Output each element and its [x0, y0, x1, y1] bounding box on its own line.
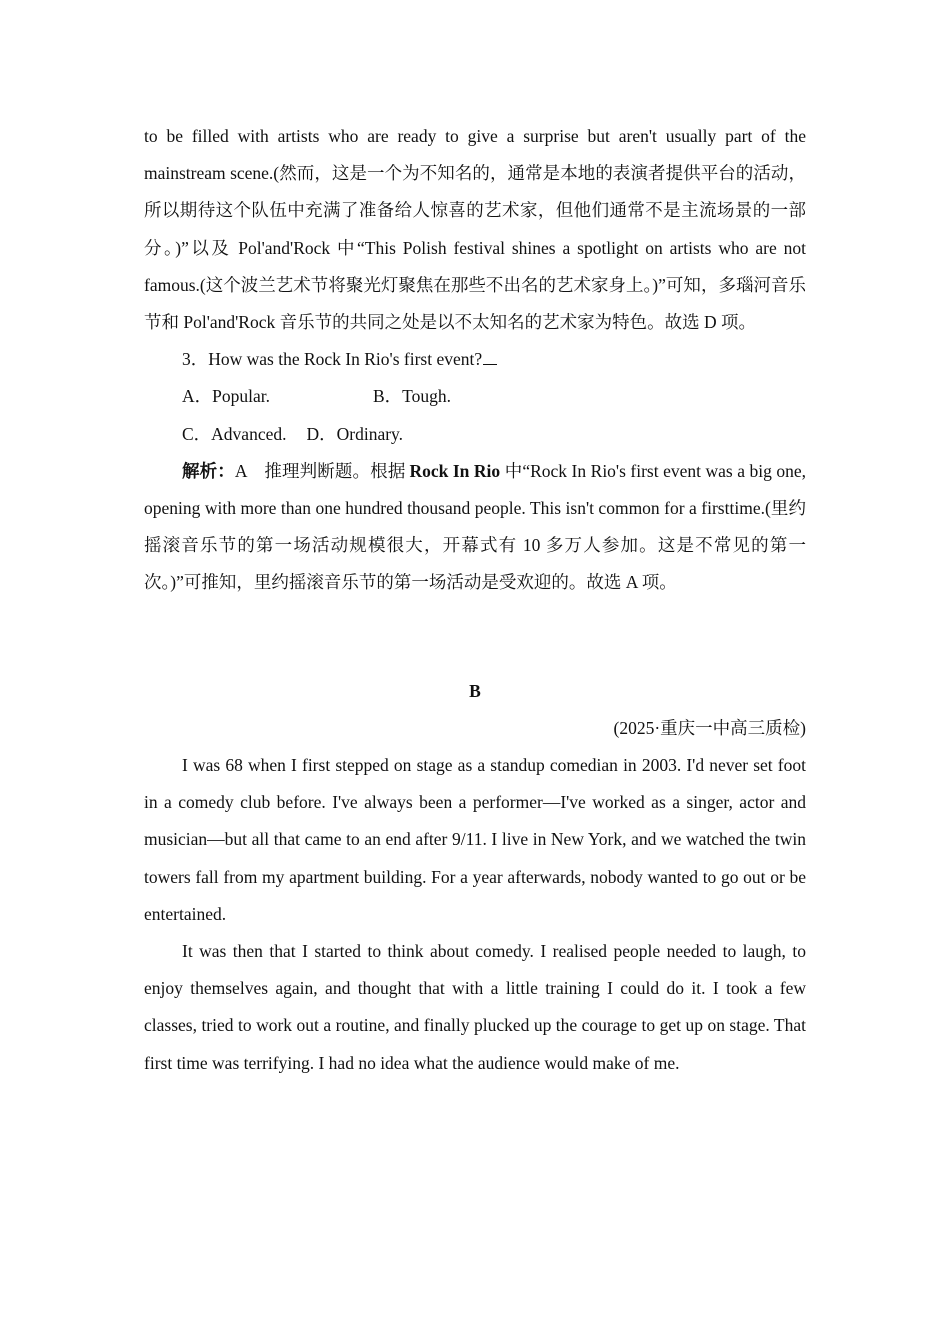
document-page: [144, 118, 806, 1082]
analysis-text: 中“Rock In Rio's first event was a big one, opening with more than one hundred thousand people. This isn't common for a firsttime.(里约摇滚音乐节的第一场活动规模很大，开幕式有 10 多万人参加。这是不常见的第一次。)”可推知，里约摇滚音乐节的第一场活动是受欢迎的。故选 A 项。: [144, 460, 807, 593]
question-3-stem: [144, 341, 806, 378]
analysis-answer: A 推理判断题。根据: [234, 460, 406, 481]
section-b-paragraph-2: It was then that I started to think about comedy. I realised people needed to laugh, to enjoy themselves again, and thought that with a little training I could do it. I took a few classes, tried to work out a routine, and finally plucked up the courage to get up on stage. That first time was terrifying. I had no idea what the audience would make of me.: [144, 941, 806, 1073]
analysis-bold-term: Rock In Rio: [409, 460, 501, 481]
option-c: C．Advanced.: [182, 423, 287, 444]
analysis-paragraph: [144, 453, 806, 602]
option-d: D．Ordinary.: [306, 423, 404, 444]
options-row-ab: [144, 378, 806, 415]
analysis-continuation-paragraph: to be filled with artists who are ready to give a surprise but aren't usually part of the mainstream scene.(然而，这是一个为不知名的，通常是本地的表演者提供平台的活动，所以期待这个队伍中充满了准备给人惊喜的艺术家，但他们通常不是主流场景的一部分。)”以及 Pol'and'Rock 中“This Polish festival shines a spotlight on artists who are not famous.(这个波兰艺术节将聚光灯聚焦在那些不出名的艺术家身上。)”可知，多瑙河音乐节和 Pol'and'Rock 音乐节的共同之处是以不太知名的艺术家为特色。故选 D 项。: [144, 126, 806, 333]
section-b-title: B: [469, 680, 481, 701]
option-b: B．Tough.: [373, 386, 452, 407]
section-b-source: (2025·重庆一中高三质检): [613, 717, 806, 738]
section-b-paragraph-1: I was 68 when I first stepped on stage as a standup comedian in 2003. I'd never set foot in a comedy club before. I've always been a performer—I've worked as a singer, actor and musician—but all that came to an end after 9/11. I live in New York, and we watched the twin towers fall from my apartment building. For a year afterwards, nobody wanted to go out or be entertained.: [144, 755, 806, 924]
options-row-cd: [144, 416, 806, 453]
answer-blank: [483, 363, 497, 365]
question-3-text: 3．How was the Rock In Rio's first event?: [182, 349, 483, 370]
analysis-label: 解析：: [182, 460, 235, 481]
option-a: A．Popular.: [182, 386, 270, 407]
